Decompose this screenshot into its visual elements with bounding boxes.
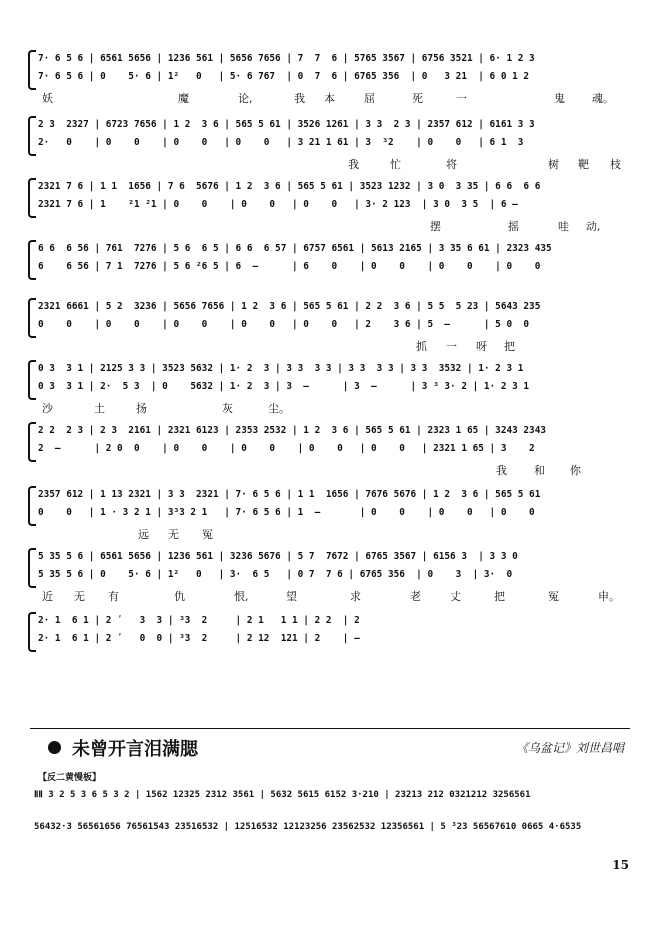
lyric: 老: [410, 590, 421, 603]
lyric-line: [38, 526, 632, 540]
lyric: 哇: [558, 220, 569, 233]
score-system-6: [30, 360, 634, 416]
lyric: 沙: [42, 402, 53, 415]
brace: [28, 422, 36, 462]
page-number: 15: [612, 858, 629, 872]
lower-staff: 0 0 | 0 0 | 0 0 | 0 0 | 0 0 | 2 3 6 | 5 — | 5 0 0: [38, 319, 530, 330]
upper-staff: 2321 6661 | 5 2 3236 | 5656 7656 | 1 2 3 6 | 565 5 61 | 2 2 3 6 | 5 5 5 23 | 5643 235: [38, 301, 541, 312]
lyric: 求: [350, 590, 361, 603]
brace: [28, 360, 36, 400]
intro-line-1: ⅡⅡ 3 2 5 3 6 5 3 2 | 1562 12325 2312 3561 | 5632 5615 6152 3·210 | 23213 212 0321212 3256561: [34, 790, 531, 800]
lyric: 望: [286, 590, 297, 603]
lyric: 和: [534, 464, 545, 477]
lyric-line: [38, 462, 632, 476]
brace: [28, 612, 36, 652]
lyric: 申。: [598, 590, 620, 603]
lyric: 冤: [202, 528, 213, 541]
lower-staff: 2· 1 6 1 | 2 ʹ 0 0 | ³3 2 | 2 12 121 | 2 | —: [38, 633, 360, 644]
lyric: 有: [108, 590, 119, 603]
lyric: 忙: [390, 158, 401, 171]
score-system-1: [30, 50, 634, 106]
score-system-7: [30, 422, 634, 478]
section-title: 未曾开言泪满腮: [72, 739, 198, 760]
lyric-line: [38, 400, 632, 414]
lower-staff: 2 — | 2 0 0 | 0 0 | 0 0 | 0 0 | 0 0 | 2321 1 65 | 3 2: [38, 443, 535, 454]
lyric: 我: [496, 464, 507, 477]
lyric: 魔: [178, 92, 189, 105]
score-system-8: [30, 486, 634, 542]
lyric: 妖: [42, 92, 53, 105]
score-system-9: [30, 548, 634, 604]
lyric: 论,: [238, 92, 253, 105]
upper-staff: 7· 6 5 6 | 6561 5656 | 1236 561 | 5656 7656 | 7 7 6 | 5765 3567 | 6756 3521 | 6· 1 2 3: [38, 53, 535, 64]
brace: [28, 548, 36, 588]
lyric: 动,: [586, 220, 601, 233]
upper-staff: 2357 612 | 1 13 2321 | 3 3 2321 | 7· 6 5 6 | 1 1 1656 | 7676 5676 | 1 2 3 6 | 565 5 61: [38, 489, 541, 500]
lyric: 土: [94, 402, 105, 415]
lower-staff: 7· 6 5 6 | 0 5· 6 | 1² 0 | 5· 6 767 | 0 7 6 | 6765 356 | 0 3 21 | 6 0 1 2: [38, 71, 530, 82]
lyric: 恨,: [234, 590, 249, 603]
score-system-5: [30, 298, 634, 354]
brace: [28, 486, 36, 526]
upper-staff: 2 3 2327 | 6723 7656 | 1 2 3 6 | 565 5 61 | 3526 1261 | 3 3 2 3 | 2357 612 | 6161 3 3: [38, 119, 535, 130]
brace: [28, 116, 36, 156]
lyric: 摇: [508, 220, 519, 233]
lyric: 灰: [222, 402, 233, 415]
upper-staff: 5 35 5 6 | 6561 5656 | 1236 561 | 3236 5676 | 5 7 7672 | 6765 3567 | 6156 3 | 3 3 0: [38, 551, 518, 562]
lyric: 鬼: [554, 92, 565, 105]
lower-staff: 0 0 | 1 · 3 2 1 | 3³3 2 1 | 7· 6 5 6 | 1 — | 0 0 | 0 0 | 0 0: [38, 507, 535, 518]
lyric-line: [38, 338, 632, 352]
lyric: 丈: [450, 590, 461, 603]
brace: [28, 178, 36, 218]
score-system-4: [30, 240, 634, 290]
lyric-line: [38, 156, 632, 170]
lower-staff: 6 6 56 | 7 1 7276 | 5 6 ²6 5 | 6 — | 6 0 | 0 0 | 0 0 | 0 0: [38, 261, 541, 272]
bullet-icon: [48, 741, 61, 754]
lyric: 我: [294, 92, 305, 105]
score-system-2: [30, 116, 634, 172]
brace: [28, 50, 36, 90]
lyric: 将: [446, 158, 457, 171]
tempo-label: 【反二黄慢板】: [38, 773, 102, 783]
score-system-3: [30, 178, 634, 234]
upper-staff: 2321 7 6 | 1 1 1656 | 7 6 5676 | 1 2 3 6 | 565 5 61 | 3523 1232 | 3 0 3 35 | 6 6 6 6: [38, 181, 541, 192]
lyric: 把: [504, 340, 515, 353]
lower-staff: 2321 7 6 | 1 ²1 ²1 | 0 0 | 0 0 | 0 0 | 3· 2 123 | 3 0 3 5 | 6 —: [38, 199, 518, 210]
lower-staff: 2· 0 | 0 0 | 0 0 | 0 0 | 3 21 1 61 | 3 ³2 | 0 0 | 6 1 3: [38, 137, 524, 148]
upper-staff: 2· 1 6 1 | 2 ʹ 3 3 | ³3 2 | 2 1 1 1 | 2 2 | 2: [38, 615, 360, 626]
lyric-line: [38, 588, 632, 602]
lyric-line: [38, 218, 632, 232]
lyric-line: [38, 90, 632, 104]
lyric: 树: [548, 158, 559, 171]
lyric: 摆: [430, 220, 441, 233]
lyric: 靶: [578, 158, 589, 171]
lyric: 屈: [364, 92, 375, 105]
lyric: 尘。: [268, 402, 290, 415]
lyric: 扬: [136, 402, 147, 415]
lower-staff: 5 35 5 6 | 0 5· 6 | 1² 0 | 3· 6 5 | 0 7 7 6 | 6765 356 | 0 3 | 3· 0: [38, 569, 513, 580]
upper-staff: 6 6 6 56 | 761 7276 | 5 6 6 5 | 6 6 6 57 | 6757 6561 | 5613 2165 | 3 35 6 61 | 2323 435: [38, 243, 552, 254]
brace: [28, 298, 36, 338]
lyric: 我: [348, 158, 359, 171]
lyric: 枝: [610, 158, 621, 171]
lyric: 把: [494, 590, 505, 603]
intro-line-2: 56432·3 56561656 76561543 23516532 | 12516532 12123256 23562532 12356561 | 5 ³23 56567610 0665 4·6535: [34, 822, 582, 832]
lyric: 冤: [548, 590, 559, 603]
lyric: 无: [74, 590, 85, 603]
lyric: 一: [446, 340, 457, 353]
lower-staff: 0 3 3 1 | 2· 5 3 | 0 5632 | 1· 2 3 | 3 — | 3 — | 3 ³ 3· 2 | 1· 2 3 1: [38, 381, 530, 392]
lyric: 你: [570, 464, 581, 477]
lyric: 无: [168, 528, 179, 541]
upper-staff: 0 3 3 1 | 2125 3 3 | 3523 5632 | 1· 2 3 | 3 3 3 3 | 3 3 3 3 | 3 3 3532 | 1· 2 3 1: [38, 363, 524, 374]
section-credit: 《乌盆记》刘世昌唱: [515, 741, 624, 755]
section-header: [30, 728, 630, 763]
lyric: 仇: [174, 590, 185, 603]
upper-staff: 2 2 2 3 | 2 3 2161 | 2321 6123 | 2353 2532 | 1 2 3 6 | 565 5 61 | 2323 1 65 | 3243 2343: [38, 425, 546, 436]
brace: [28, 240, 36, 280]
lyric: 抓: [416, 340, 427, 353]
score-system-10: [30, 612, 634, 656]
lyric: 远: [138, 528, 149, 541]
lyric: 魂。: [592, 92, 614, 105]
lyric: 近: [42, 590, 53, 603]
lyric: 一: [456, 92, 467, 105]
lyric: 死: [412, 92, 423, 105]
lyric: 呀: [476, 340, 487, 353]
lyric: 本: [324, 92, 335, 105]
